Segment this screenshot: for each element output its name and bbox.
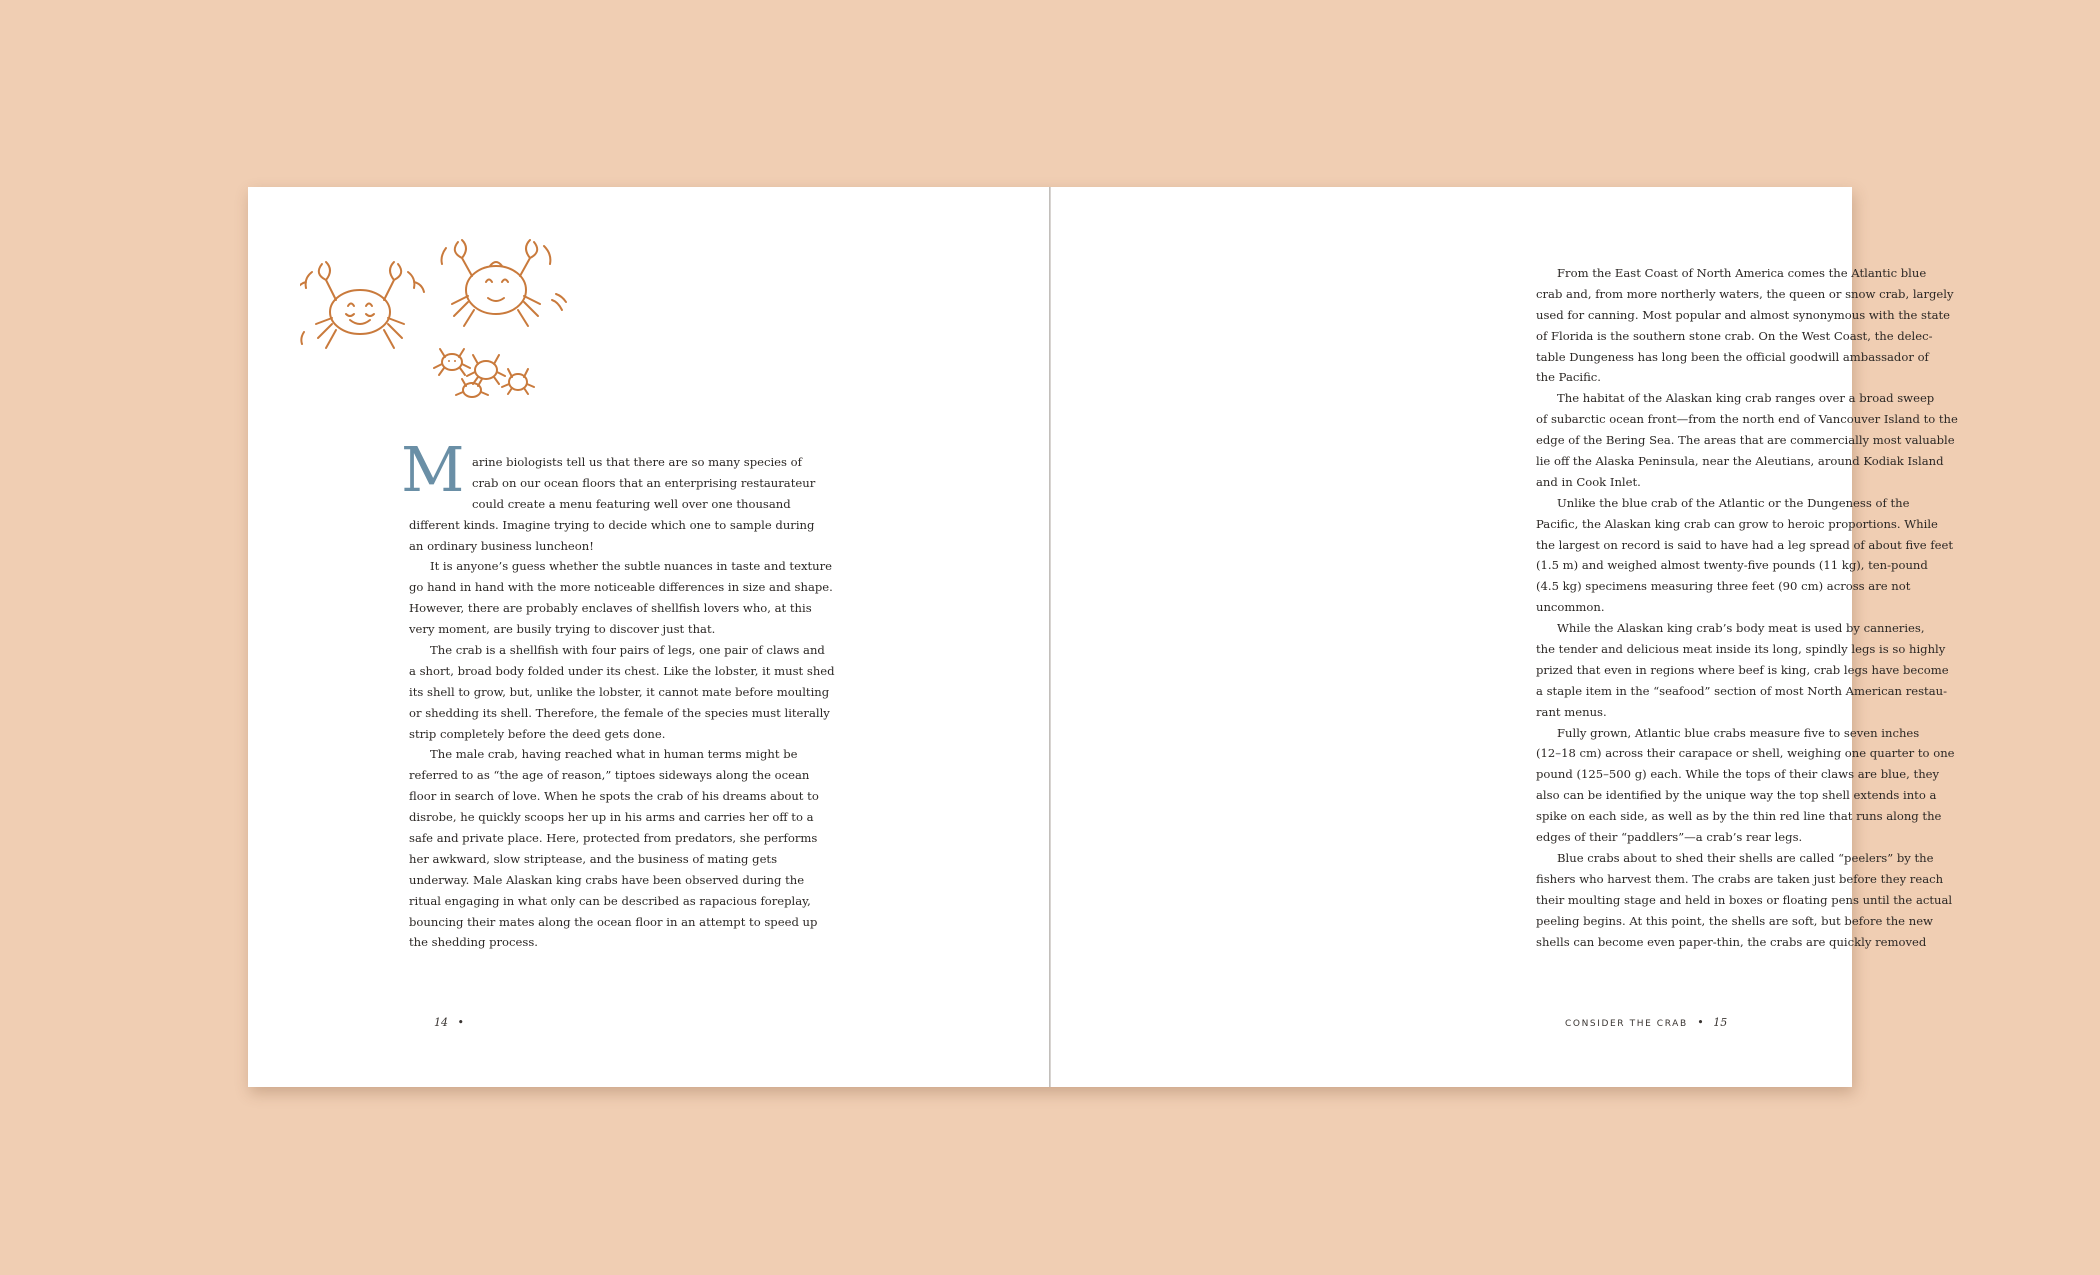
text-line: peeling begins. At this point, the shells are soft, but before the new <box>1536 913 1933 928</box>
text-line: could create a menu featuring well over one thousand <box>472 496 791 511</box>
text-line: very moment, are busily trying to discover just that. <box>409 622 716 637</box>
text-line: While the Alaskan king crab’s body meat is used by canneries, <box>1557 621 1925 636</box>
left-folio <box>434 1016 470 1029</box>
page-number: 14 <box>434 1016 448 1029</box>
text-line: the Pacific. <box>1536 370 1601 385</box>
text-line: shells can become even paper-thin, the crabs are quickly removed <box>1536 934 1927 949</box>
crab-large-left-icon <box>300 262 424 348</box>
text-line: prized that even in regions where beef is king, crab legs have become <box>1536 662 1949 677</box>
folio-bullet: • <box>457 1016 464 1029</box>
text-line: their moulting stage and held in boxes or floating pens until the actual <box>1536 892 1953 907</box>
text-line: table Dungeness has long been the official goodwill ambassador of <box>1536 349 1929 364</box>
text-line: (4.5 kg) specimens measuring three feet (90 cm) across are not <box>1536 579 1911 594</box>
drop-cap: M <box>401 433 465 506</box>
crab-small-3-icon <box>456 379 488 397</box>
text-line: or shedding its shell. Therefore, the female of the species must literally <box>409 705 830 720</box>
text-line: Blue crabs about to shed their shells are called “peelers” by the <box>1557 850 1934 865</box>
text-line: (1.5 m) and weighed almost twenty-five pounds (11 kg), ten-pound <box>1536 558 1928 573</box>
text-line: edge of the Bering Sea. The areas that are commercially most valuable <box>1536 433 1955 448</box>
text-line: spike on each side, as well as by the thin red line that runs along the <box>1536 809 1942 824</box>
text-line: Unlike the blue crab of the Atlantic or the Dungeness of the <box>1557 495 1910 510</box>
text-line: pound (125–500 g) each. While the tops of their claws are blue, they <box>1536 767 1940 782</box>
crab-illustration-icon <box>300 220 620 410</box>
text-line: a short, broad body folded under its chest. Like the lobster, it must shed <box>409 663 835 678</box>
book-spread <box>248 187 1958 1087</box>
text-line: crab on our ocean floors that an enterprising restaurateur <box>472 475 816 490</box>
text-line: From the East Coast of North America comes the Atlantic blue <box>1557 266 1927 280</box>
text-line: of subarctic ocean front—from the north end of Vancouver Island to the <box>1536 412 1958 427</box>
text-line: disrobe, he quickly scoops her up in his arms and carries her off to a <box>409 810 814 825</box>
text-line: different kinds. Imagine trying to decide which one to sample during <box>409 517 815 532</box>
page-number: 15 <box>1713 1016 1728 1029</box>
text-line: The male crab, having reached what in human terms might be <box>430 747 798 762</box>
crab-large-right-icon <box>442 240 567 326</box>
right-page-body-text <box>1536 263 1956 952</box>
text-line: her awkward, slow striptease, and the business of mating gets <box>409 851 778 866</box>
text-line: (12–18 cm) across their carapace or shell, weighing one quarter to one <box>1536 746 1955 761</box>
right-folio <box>1565 1016 1727 1029</box>
text-line: safe and private place. Here, protected from predators, she performs <box>409 831 818 846</box>
text-line: bouncing their mates along the ocean floor in an attempt to speed up <box>409 914 818 929</box>
text-line: referred to as “the age of reason,” tiptoes sideways along the ocean <box>409 768 810 783</box>
crab-small-2-icon <box>467 355 505 384</box>
text-line: floor in search of love. When he spots the crab of his dreams about to <box>409 789 819 804</box>
running-head: CONSIDER THE CRAB <box>1565 1019 1688 1029</box>
text-line: the largest on record is said to have had a leg spread of about five feet <box>1536 537 1954 552</box>
text-line: underway. Male Alaskan king crabs have been observed during the <box>409 872 805 887</box>
text-line: of Florida is the southern stone crab. On the West Coast, the delec- <box>1536 328 1933 343</box>
folio-bullet: • <box>1697 1016 1704 1029</box>
crab-small-4-icon <box>502 369 534 394</box>
text-line: and in Cook Inlet. <box>1536 474 1641 489</box>
text-line: the tender and delicious meat inside its long, spindly legs is so highly <box>1536 642 1946 657</box>
text-line: the shedding process. <box>409 935 538 950</box>
text-line: Pacific, the Alaskan king crab can grow to heroic proportions. While <box>1536 516 1938 531</box>
text-line: It is anyone’s guess whether the subtle nuances in taste and texture <box>430 559 833 574</box>
text-line: strip completely before the deed gets done. <box>409 726 666 741</box>
text-line: The habitat of the Alaskan king crab ranges over a broad sweep <box>1557 391 1935 406</box>
text-line: crab and, from more northerly waters, the queen or snow crab, largely <box>1536 286 1954 301</box>
text-line: rant menus. <box>1536 704 1607 719</box>
text-line: go hand in hand with the more noticeable differences in size and shape. <box>409 580 833 595</box>
left-page-body-text <box>409 452 835 953</box>
text-line: also can be identified by the unique way the top shell extends into a <box>1536 788 1937 803</box>
text-line: an ordinary business luncheon! <box>409 538 594 553</box>
left-page <box>248 187 1049 1087</box>
text-line: edges of their “paddlers”—a crab’s rear legs. <box>1536 830 1803 845</box>
text-line: its shell to grow, but, unlike the lobster, it cannot mate before moulting <box>409 684 830 699</box>
text-line: a staple item in the “seafood” section of most North American restau- <box>1536 683 1948 698</box>
text-line: ritual engaging in what only can be described as rapacious foreplay, <box>409 893 811 908</box>
text-line: Fully grown, Atlantic blue crabs measure five to seven inches <box>1557 725 1920 740</box>
text-line: lie off the Alaska Peninsula, near the Aleutians, around Kodiak Island <box>1536 454 1944 469</box>
text-line: fishers who harvest them. The crabs are taken just before they reach <box>1536 871 1944 886</box>
text-line: The crab is a shellfish with four pairs of legs, one pair of claws and <box>430 643 825 658</box>
text-line: However, there are probably enclaves of shellfish lovers who, at this <box>409 601 812 616</box>
text-line: uncommon. <box>1536 600 1605 615</box>
crab-small-1-icon <box>434 349 470 375</box>
text-line: arine biologists tell us that there are so many species of <box>472 455 802 469</box>
right-page <box>1051 187 1958 1087</box>
text-line: used for canning. Most popular and almost synonymous with the state <box>1536 307 1951 322</box>
